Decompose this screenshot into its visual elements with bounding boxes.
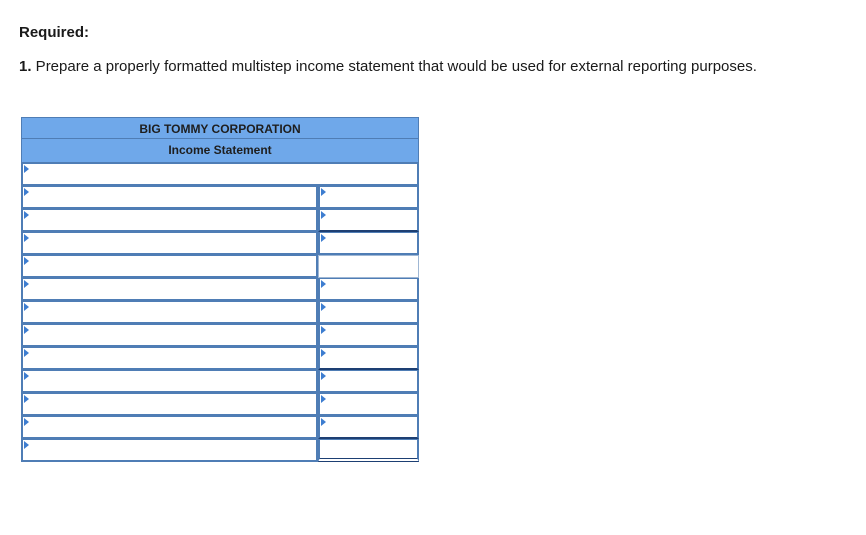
input-arrow-icon <box>321 349 326 357</box>
income-statement-table <box>21 117 419 462</box>
dropdown-arrow-icon <box>24 395 29 403</box>
amount-input[interactable] <box>318 393 419 416</box>
input-arrow-icon <box>321 418 326 426</box>
amount-input[interactable] <box>318 370 419 393</box>
statement-row <box>21 416 419 439</box>
amount-input[interactable] <box>318 347 419 370</box>
statement-row <box>21 439 419 462</box>
instruction-number: 1. <box>19 58 32 75</box>
statement-row <box>21 255 419 278</box>
line-item-dropdown[interactable] <box>21 324 318 347</box>
input-arrow-icon <box>321 372 326 380</box>
input-arrow-icon <box>321 303 326 311</box>
statement-row <box>21 301 419 324</box>
statement-row <box>21 393 419 416</box>
amount-input[interactable] <box>318 255 419 278</box>
amount-input[interactable] <box>318 416 419 439</box>
input-arrow-icon <box>321 234 326 242</box>
line-item-dropdown[interactable] <box>21 278 318 301</box>
dropdown-arrow-icon <box>24 211 29 219</box>
dropdown-arrow-icon <box>24 372 29 380</box>
line-item-dropdown[interactable] <box>21 393 318 416</box>
amount-input[interactable] <box>318 232 419 255</box>
dropdown-arrow-icon <box>24 280 29 288</box>
input-arrow-icon <box>321 211 326 219</box>
statement-row <box>21 186 419 209</box>
statement-row <box>21 163 419 186</box>
statement-row <box>21 209 419 232</box>
amount-input[interactable] <box>318 301 419 324</box>
statement-row <box>21 347 419 370</box>
statement-row <box>21 324 419 347</box>
statement-title-header: Income Statement <box>21 139 419 163</box>
line-item-dropdown[interactable] <box>21 186 318 209</box>
instruction-text <box>19 58 757 76</box>
amount-input[interactable] <box>318 278 419 301</box>
amount-input[interactable] <box>318 186 419 209</box>
line-item-dropdown[interactable] <box>21 255 318 278</box>
dropdown-arrow-icon <box>24 441 29 449</box>
dropdown-arrow-icon <box>24 349 29 357</box>
amount-input[interactable] <box>318 439 419 462</box>
amount-input[interactable] <box>318 209 419 232</box>
line-item-dropdown[interactable] <box>21 347 318 370</box>
dropdown-arrow-icon <box>24 234 29 242</box>
statement-row <box>21 232 419 255</box>
line-item-dropdown[interactable] <box>21 439 318 462</box>
input-arrow-icon <box>321 188 326 196</box>
dropdown-arrow-icon <box>24 188 29 196</box>
input-arrow-icon <box>321 395 326 403</box>
line-item-dropdown[interactable] <box>21 301 318 324</box>
line-item-dropdown[interactable] <box>21 209 318 232</box>
line-item-dropdown[interactable] <box>21 370 318 393</box>
required-heading: Required: <box>19 24 90 41</box>
company-name-header: BIG TOMMY CORPORATION <box>21 117 419 139</box>
dropdown-arrow-icon <box>24 257 29 265</box>
input-arrow-icon <box>321 326 326 334</box>
line-item-dropdown[interactable] <box>21 232 318 255</box>
dropdown-arrow-icon <box>24 326 29 334</box>
input-arrow-icon <box>321 280 326 288</box>
instruction-body: Prepare a properly formatted multistep income statement that would be used for external reporting purposes. <box>31 58 757 75</box>
statement-row <box>21 278 419 301</box>
dropdown-arrow-icon <box>24 418 29 426</box>
dropdown-arrow-icon <box>24 303 29 311</box>
amount-input[interactable] <box>318 324 419 347</box>
line-item-dropdown[interactable] <box>21 416 318 439</box>
line-item-dropdown[interactable] <box>21 163 419 186</box>
statement-row <box>21 370 419 393</box>
dropdown-arrow-icon <box>24 165 29 173</box>
